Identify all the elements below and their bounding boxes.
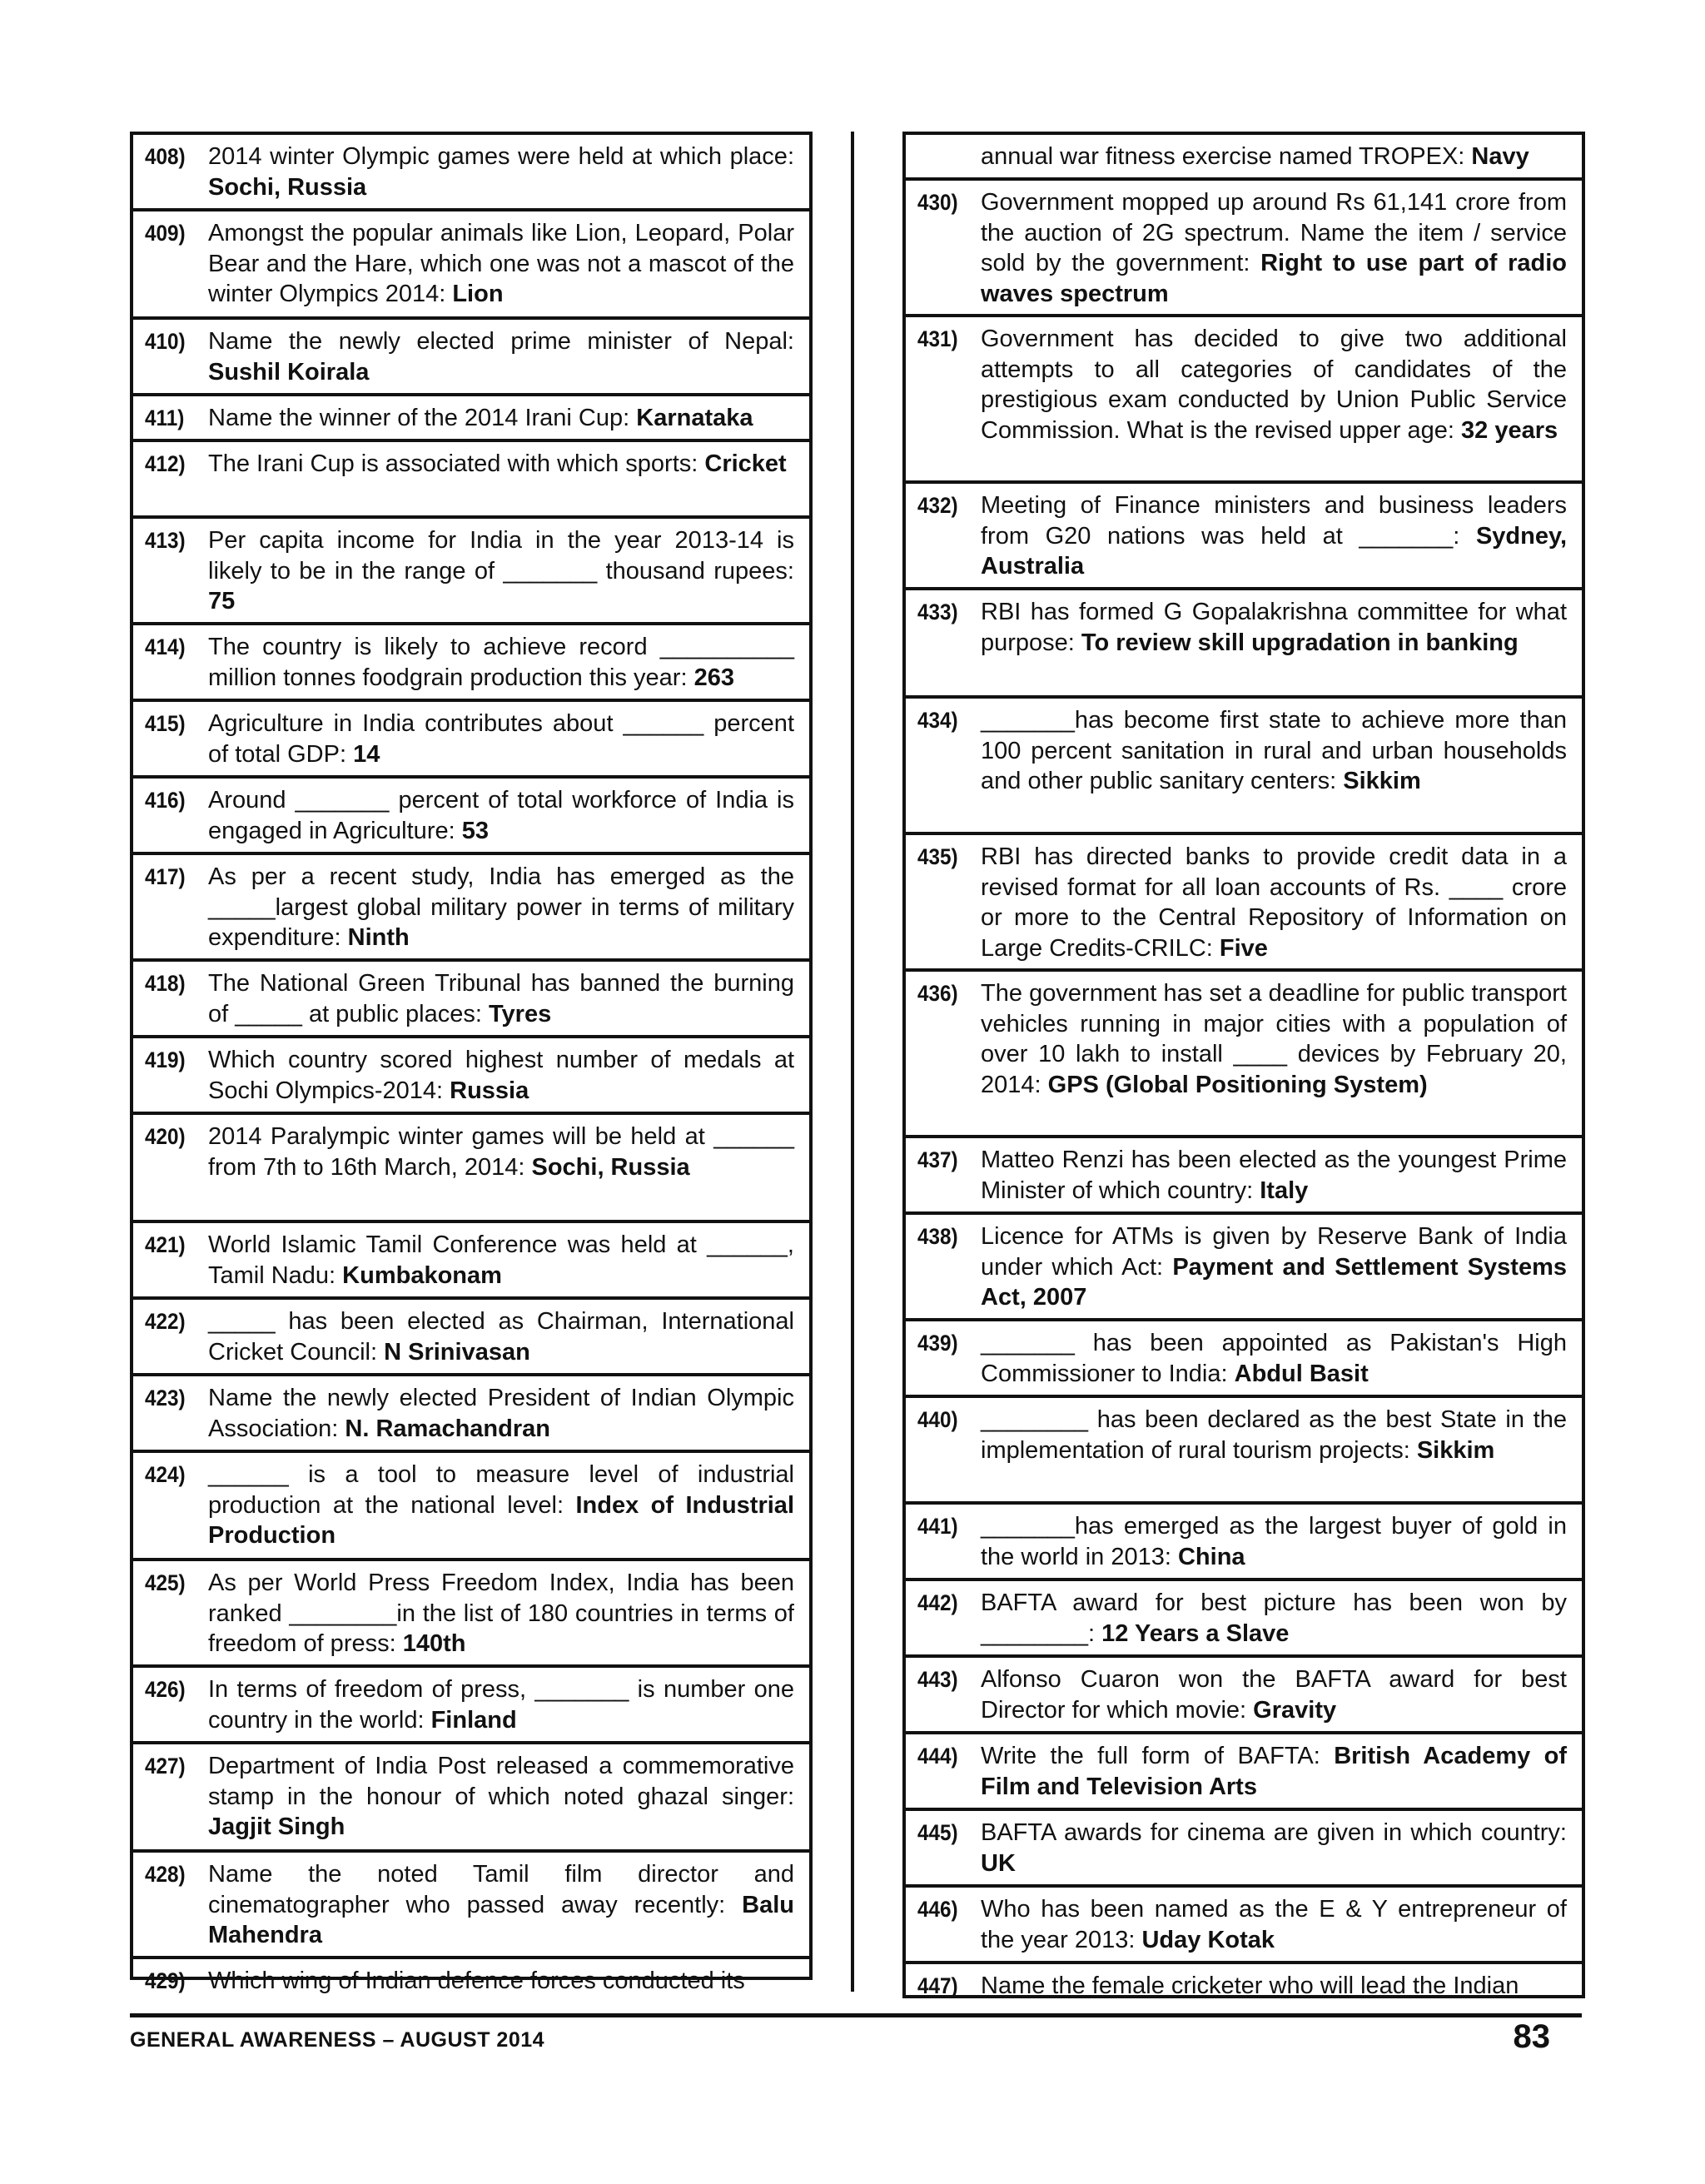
question-item	[133, 1668, 809, 1744]
question-body: Write the full form of BAFTA:	[981, 1743, 1335, 1769]
answer: Karnataka	[636, 405, 753, 431]
question-text	[208, 1966, 794, 1994]
question-number: 428)	[145, 1862, 186, 1887]
question-body: Per capita income for India in the year 2013-14 is likely to be in the range of _______ thousand rupees:	[208, 527, 794, 585]
question-text	[208, 862, 794, 952]
question-body: Alfonso Cuaron won the BAFTA award for best Director for which movie:	[981, 1666, 1567, 1724]
question-item	[906, 1734, 1582, 1811]
question-number: 431)	[917, 326, 958, 351]
question-number: 426)	[145, 1677, 186, 1702]
question-item	[906, 699, 1582, 835]
question-number: 422)	[145, 1309, 186, 1334]
answer: Navy	[1471, 143, 1529, 170]
answer: Lion	[452, 281, 504, 307]
question-item	[133, 396, 809, 442]
question-text	[981, 1971, 1567, 2001]
question-number: 447)	[917, 1973, 958, 1998]
question-number: 414)	[145, 634, 186, 659]
question-text	[208, 1306, 794, 1366]
question-item	[133, 1038, 809, 1115]
footer-title: GENERAL AWARENESS – AUGUST 2014	[130, 2028, 545, 2052]
question-item	[906, 1505, 1582, 1581]
question-number: 416)	[145, 788, 186, 813]
question-text	[208, 1460, 794, 1551]
question-number: 440)	[917, 1407, 958, 1432]
question-item	[133, 442, 809, 519]
question-body: ________ has been declared as the best State in the implementation of rural tourism projects:	[981, 1406, 1567, 1464]
footer-rule	[130, 2013, 1582, 2017]
question-text	[208, 1674, 794, 1734]
question-body: Name the noted Tamil film director and cinematographer who passed away recently:	[208, 1861, 794, 1918]
question-number: 411)	[145, 405, 185, 430]
question-text	[981, 978, 1567, 1128]
question-text	[981, 1511, 1567, 1571]
question-number: 424)	[145, 1462, 186, 1487]
question-text	[981, 1405, 1567, 1495]
answer: 140th	[402, 1630, 466, 1657]
answer: UK	[981, 1849, 1016, 1877]
answer: Sikkim	[1416, 1436, 1495, 1464]
question-body: Government has decided to give two additional attempts to all categories of candidates of the prestigious exam conducted by Union Public Service Commission. What is the revised upper age:	[981, 326, 1567, 444]
answer: N Srinivasan	[384, 1338, 530, 1366]
question-item	[133, 1853, 809, 1959]
question-item	[133, 320, 809, 396]
question-text	[208, 632, 794, 692]
question-number: 409)	[145, 221, 186, 246]
question-body: _______has become first state to achieve more than 100 percent sanitation in rural and urban households and other public sanitary centers:	[981, 707, 1567, 794]
answer: Kumbakonam	[342, 1261, 502, 1289]
question-text	[981, 1588, 1567, 1648]
question-number: 443)	[917, 1667, 958, 1692]
question-item	[133, 211, 809, 320]
question-text	[981, 1741, 1567, 1801]
question-number: 412)	[145, 451, 186, 476]
question-number: 413)	[145, 528, 186, 553]
page-number: 83	[1513, 2018, 1550, 2055]
answer: British Academy of Film and Television Arts	[981, 1743, 1567, 1800]
question-body: World Islamic Tamil Conference was held at ______, Tamil Nadu:	[208, 1231, 794, 1289]
question-body: Which country scored highest number of medals at Sochi Olympics-2014:	[208, 1047, 794, 1104]
question-text	[981, 1145, 1567, 1205]
question-text	[208, 449, 794, 509]
answer: Abdul Basit	[1234, 1360, 1369, 1387]
question-text	[981, 1818, 1567, 1878]
answer: Index of Industrial Production	[208, 1491, 794, 1549]
question-number: 425)	[145, 1570, 186, 1595]
question-item	[906, 1321, 1582, 1398]
right-question-column	[902, 132, 1585, 1998]
question-number: 419)	[145, 1047, 186, 1072]
question-text	[208, 218, 794, 310]
answer: Balu Mahendra	[208, 1891, 794, 1948]
question-body: Matteo Renzi has been elected as the youngest Prime Minister of which country:	[981, 1147, 1567, 1204]
question-text	[981, 187, 1567, 307]
question-text	[981, 597, 1567, 689]
question-number: 432)	[917, 493, 958, 518]
question-item	[133, 1223, 809, 1300]
question-number: 434)	[917, 708, 958, 733]
question-item	[906, 1964, 1582, 2007]
question-item	[906, 1138, 1582, 1215]
question-item	[906, 590, 1582, 699]
question-text	[981, 842, 1567, 962]
answer: 12 Years a Slave	[1101, 1619, 1290, 1647]
question-body: RBI has formed G Gopalakrishna committee for what purpose:	[981, 599, 1567, 656]
question-number: 436)	[917, 981, 958, 1006]
answer: Sochi, Russia	[208, 173, 367, 201]
answer: Sochi, Russia	[531, 1153, 690, 1181]
question-body: Name the winner of the 2014 Irani Cup:	[208, 405, 637, 431]
question-body: Agriculture in India contributes about ______ percent of total GDP:	[208, 710, 794, 768]
question-number: 427)	[145, 1754, 186, 1779]
question-text	[208, 525, 794, 615]
question-text	[981, 324, 1567, 474]
question-text	[208, 1859, 794, 1949]
answer: 53	[461, 817, 489, 844]
question-text	[208, 142, 794, 201]
question-number: 415)	[145, 711, 186, 736]
question-item	[133, 519, 809, 625]
question-body: ______ is a tool to measure level of industrial production at the national level:	[208, 1461, 794, 1519]
question-number: 442)	[917, 1590, 958, 1615]
answer: Payment and Settlement Systems Act, 2007	[981, 1253, 1568, 1311]
question-number: 438)	[917, 1224, 958, 1249]
question-body: As per World Press Freedom Index, India has been ranked ________in the list of 180 countries in terms of freedom of press:	[208, 1570, 794, 1657]
question-item	[133, 135, 809, 211]
question-item	[133, 1744, 809, 1853]
question-body: Licence for ATMs is given by Reserve Bank of India under which Act:	[981, 1223, 1567, 1281]
question-text	[981, 1221, 1567, 1311]
question-item	[133, 1115, 809, 1223]
question-body: As per a recent study, India has emerged as the _____largest global military power in terms of military expenditure:	[208, 863, 794, 951]
answer: 14	[353, 740, 380, 768]
question-item	[133, 1561, 809, 1668]
answer: Uday Kotak	[1141, 1926, 1275, 1953]
question-item	[906, 484, 1582, 590]
question-text	[208, 403, 794, 432]
question-text	[981, 1664, 1567, 1724]
question-item	[133, 702, 809, 779]
question-item	[906, 317, 1582, 484]
question-item	[133, 625, 809, 702]
question-body: _______ has been appointed as Pakistan's High Commissioner to India:	[981, 1330, 1567, 1387]
question-text	[208, 1230, 794, 1290]
question-text	[981, 1328, 1567, 1388]
question-body: _____ has been elected as Chairman, International Cricket Council:	[208, 1308, 794, 1366]
question-item	[133, 1300, 809, 1376]
question-body: The National Green Tribunal has banned the burning of _____ at public places:	[208, 970, 794, 1027]
answer: Sushil Koirala	[208, 358, 370, 386]
question-body: _______has emerged as the largest buyer of gold in the world in 2013:	[981, 1513, 1567, 1570]
answer: N. Ramachandran	[345, 1415, 550, 1442]
question-body: Name the newly elected President of Indian Olympic Association:	[208, 1385, 794, 1442]
question-item	[133, 855, 809, 962]
question-number: 437)	[917, 1147, 958, 1172]
question-body: Around _______ percent of total workforce of India is engaged in Agriculture:	[208, 787, 794, 844]
question-body: BAFTA awards for cinema are given in which country:	[981, 1819, 1567, 1846]
question-number: 446)	[917, 1897, 958, 1922]
question-number: 445)	[917, 1820, 958, 1845]
question-body: annual war fitness exercise named TROPEX:	[981, 143, 1472, 170]
question-body: Who has been named as the E & Y entrepreneur of the year 2013:	[981, 1896, 1567, 1953]
question-text	[208, 1751, 794, 1843]
question-item	[906, 972, 1582, 1138]
question-number: 441)	[917, 1514, 958, 1539]
question-text	[208, 968, 794, 1028]
answer: 263	[693, 664, 734, 691]
question-body: 2014 winter Olympic games were held at which place:	[208, 143, 794, 170]
question-text	[981, 1894, 1567, 1954]
question-item	[133, 1959, 809, 2001]
question-text	[208, 326, 794, 386]
question-body: Amongst the popular animals like Lion, Leopard, Polar Bear and the Hare, which one was not a mascot of the winter Olympics 2014:	[208, 220, 794, 307]
answer: Russia	[450, 1077, 529, 1104]
question-text	[981, 142, 1567, 171]
left-question-column	[130, 132, 813, 1994]
question-item	[906, 1398, 1582, 1505]
question-text	[208, 1122, 794, 1213]
question-number	[917, 142, 974, 171]
question-body: The country is likely to achieve record __________ million tonnes foodgrain production this year:	[208, 634, 794, 691]
question-text	[208, 1568, 794, 1658]
question-text	[981, 490, 1567, 580]
question-number: 444)	[917, 1744, 958, 1769]
answer: Finland	[430, 1706, 517, 1734]
answer: To review skill upgradation in banking	[1081, 629, 1519, 656]
question-body: Meeting of Finance ministers and business leaders from G20 nations was held at _______:	[981, 492, 1567, 550]
question-number: 420)	[145, 1124, 186, 1149]
question-number: 435)	[917, 844, 958, 869]
question-number: 433)	[917, 599, 958, 624]
question-item	[906, 1888, 1582, 1964]
question-item	[906, 1581, 1582, 1658]
question-item	[906, 1811, 1582, 1888]
question-item	[133, 962, 809, 1038]
question-number: 418)	[145, 971, 186, 996]
question-text	[208, 785, 794, 845]
question-number: 410)	[145, 329, 186, 354]
question-item	[906, 135, 1582, 181]
question-body: 2014 Paralympic winter games will be held at ______ from 7th to 16th March, 2014:	[208, 1123, 794, 1181]
answer: Ninth	[347, 924, 410, 951]
column-divider	[851, 132, 854, 1992]
question-number: 421)	[145, 1232, 186, 1257]
answer: Cricket	[704, 450, 787, 477]
question-body: The Irani Cup is associated with which sports:	[208, 450, 705, 477]
question-number: 417)	[145, 864, 186, 889]
answer: 32 years	[1461, 416, 1558, 444]
question-number: 429)	[145, 1968, 186, 1993]
question-text	[208, 1045, 794, 1105]
question-number: 430)	[917, 190, 958, 215]
answer: Gravity	[1253, 1696, 1337, 1724]
question-body: Government mopped up around Rs 61,141 crore from the auction of 2G spectrum. Name the item / service sold by the government:	[981, 189, 1567, 276]
answer: GPS (Global Positioning System)	[1047, 1071, 1428, 1098]
question-item	[906, 1658, 1582, 1734]
question-body: The government has set a deadline for public transport vehicles running in major cities with a population of over 10 lakh to install ____ devices by February 20, 2014:	[981, 980, 1567, 1098]
answer: Jagjit Singh	[208, 1813, 345, 1840]
question-body: In terms of freedom of press, _______ is number one country in the world:	[208, 1676, 794, 1734]
answer: Five	[1219, 934, 1268, 962]
question-text	[981, 705, 1567, 825]
question-body: Name the female cricketer who will lead the Indian	[981, 1973, 1519, 1999]
answer: Right to use part of radio waves spectrum	[981, 250, 1567, 307]
question-body: BAFTA award for best picture has been won by ________:	[981, 1589, 1567, 1647]
answer: Italy	[1260, 1177, 1309, 1204]
question-body: Department of India Post released a commemorative stamp in the honour of which noted ghazal singer:	[208, 1753, 794, 1810]
question-text	[208, 709, 794, 769]
answer: Tyres	[488, 1000, 552, 1027]
question-text	[208, 1383, 794, 1443]
question-item	[906, 835, 1582, 972]
question-item	[133, 779, 809, 855]
answer: Sikkim	[1343, 768, 1421, 794]
question-item	[906, 181, 1582, 317]
question-number: 423)	[145, 1386, 186, 1410]
question-item	[906, 1215, 1582, 1321]
question-body: RBI has directed banks to provide credit data in a revised format for all loan accounts of Rs. ____ crore or more to the Central Repository of Information on Large Credits-CRILC:	[981, 843, 1567, 962]
question-number: 439)	[917, 1331, 958, 1356]
question-item	[133, 1376, 809, 1453]
question-number: 408)	[145, 144, 186, 169]
answer: Sydney, Australia	[981, 522, 1567, 580]
question-body: Name the newly elected prime minister of Nepal:	[208, 328, 794, 355]
answer: China	[1177, 1543, 1245, 1570]
answer: 75	[208, 588, 236, 614]
question-item	[133, 1453, 809, 1561]
question-body: Which wing of Indian defence forces conducted its	[208, 1968, 745, 1994]
